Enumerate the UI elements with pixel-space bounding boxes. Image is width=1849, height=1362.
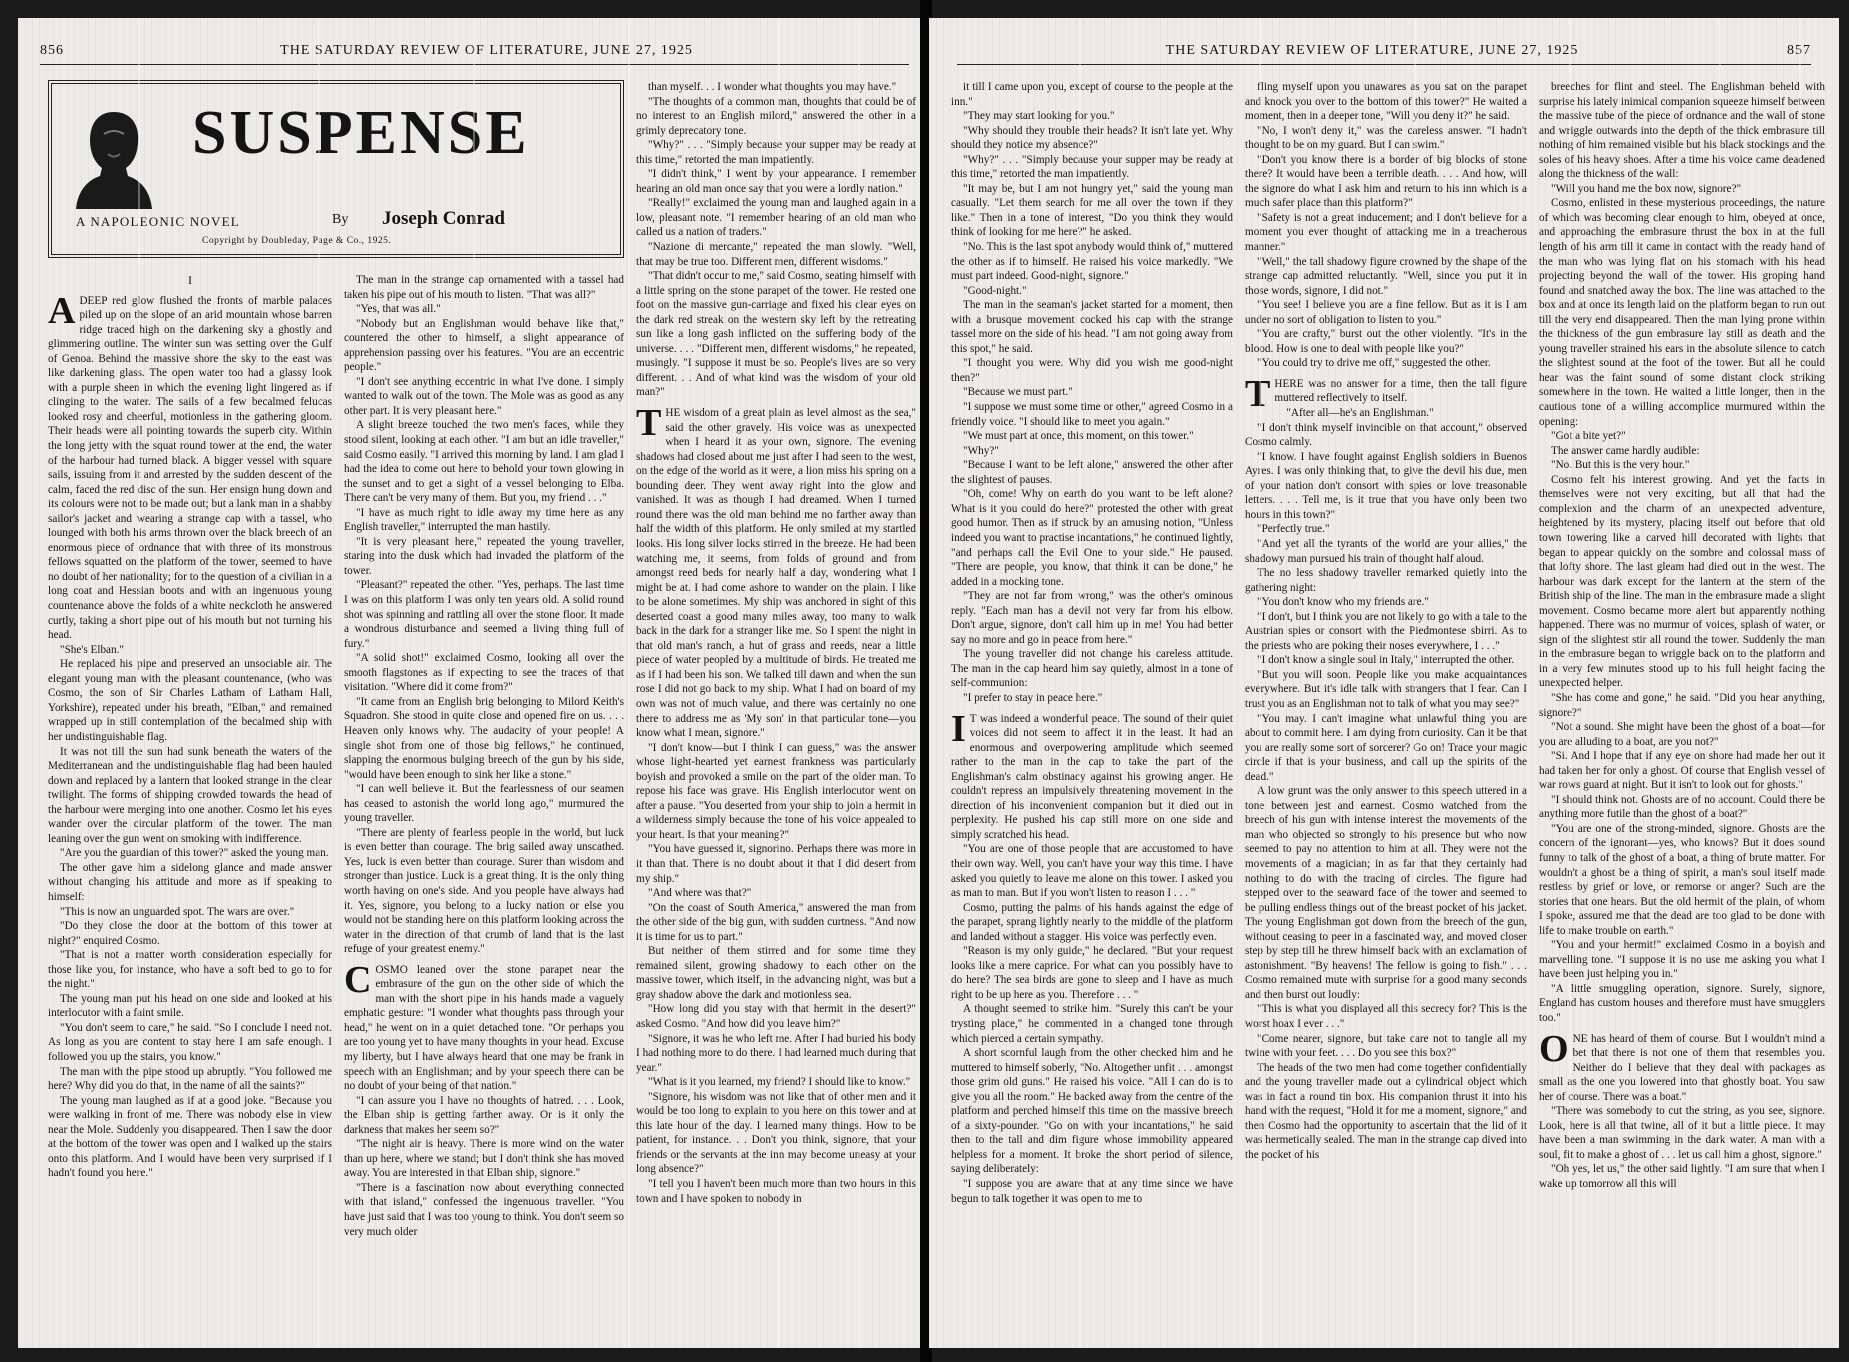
drop-cap: A — [48, 289, 76, 332]
paragraph: A low grunt was the only answer to this speech uttered in a tone between jest and earnest. Cosmo watched from the breech of his gun with intense interest the movements of the man who objected so strongly to his presence but who now seemed to pay no attention to him at all. They were not the movements of a magician; in as far that they certainly had nothing to do with the tracing of circles. The figure had stepped over to the seaward face of the tower and seemed to be pulling endless things out of the breast pocket of his jacket. The young Englishman got down from the breech of the gun, without ceasing to peer in a fascinated way, and moved closer step by step till he threw himself back with an exclamation of astonishment. "By heavens! The fellow is going to fish." . . . Cosmo remained mute with surprise for a good many seconds and then burst out loudly: — [1245, 785, 1527, 1001]
paragraph: "I suppose we must some time or other," agreed Cosmo in a friendly voice. "I should like to meet you again." — [951, 401, 1233, 428]
paragraph: "I don't know a single soul in Italy," interrupted the other. — [1257, 654, 1515, 667]
paragraph: "And yet all the tyrants of the world are your allies," the shadowy man pursued his train of thought half aloud. — [1245, 537, 1527, 565]
paragraph: But neither of them stirred and for some time they remained silent, growing shadowy to each other on the massive tower, which itself, in the advancing night, was but a gray shadow above the dark and motionless sea. — [636, 945, 916, 1001]
paragraph: "Come nearer, signore, but take care not to tangle all my twine with your feet. . . . Do you see this box?" — [1245, 1032, 1527, 1060]
scan-streak — [1414, 18, 1416, 1348]
scan-streak — [1799, 18, 1801, 1348]
paragraph: The answer came hardly audible: — [1551, 444, 1700, 457]
paragraph: "Pleasant?" repeated the other. "Yes, perhaps. The last time I was on this platform I was only ten years old. A solid round shot was spinning and rattling all over the stone floor. It made a wondrous disturbance and seemed a living thing full of fury." — [344, 579, 624, 650]
paragraph: "I can well believe it. But the fearlessness of our seamen has ceased to astonish the world long ago," murmured the young traveller. — [344, 783, 624, 825]
paragraph: The no less shadowy traveller remarked quietly into the gathering night: — [1245, 567, 1527, 594]
drop-cap: C — [344, 958, 372, 1001]
paragraph: "You are one of those people that are accustomed to have their own way. Well, you can't have your way this time. I have asked you quietly to leave me alone on this tower. I asked you as man to man. But if you won't listen to reason I . . . " — [951, 843, 1233, 900]
paragraph: The young traveller did not change his careless attitude. The man in the cap heard him say quietly, almost in a tone of self-communion: — [951, 648, 1233, 690]
left-col1-text — [48, 289, 332, 1181]
story-subtitle: A NAPOLEONIC NOVEL — [76, 214, 240, 229]
paragraph: "You don't know who my friends are." — [1257, 596, 1429, 609]
paragraph: "I don't think myself invincible on that account," observed Cosmo calmly. — [1245, 421, 1527, 449]
paragraph: "Not a sound. She might have been the ghost of a boat—for you are alluding to a boat, are you not?" — [1539, 721, 1825, 748]
paragraph: The young man put his head on one side and looked at his interlocutor with a faint smile. — [48, 992, 332, 1020]
paragraph: "And where was that?" — [648, 887, 752, 900]
paragraph: "There are plenty of fearless people in the world, but luck is even better than courage. The brig sailed away unscathed. Yes, luck is even better than courage. Surer than wisdom and stronger than justice. Luck is a great thing. It is the only thing worth having on one's side. And you people have always had it. Yes, signore, you belong to a lucky nation or else you would not be standing here on this platform looking across the water in the direction of that crumb of land that is the last refuge of your greatest enemy." — [344, 826, 624, 956]
right-page — [929, 18, 1839, 1348]
paragraph: "No, I won't deny it," was the careless answer. "I hadn't thought to be on my guard. But I can swim." — [1245, 124, 1527, 152]
paragraph: A DEEP red glow flushed the fronts of marble palaces piled up on the slope of an arid mountain whose barren ridge traced high on the darkening sky a ghostly and glimmering outline. The winter sun was setting over the Gulf of Genoa. Behind the massive shore the sky to the east was like darkening glass. The open water too had a glassy look with a purple sheen in which the evening light lingered as if clinging to the water. The sails of a few becalmed felucas looked rosy and cheerful, motionless in the gathering gloom. Their heads were all pointing towards the superb city. Within the long jetty with the squat round tower at the end, the water of the harbour had turned black. A bigger vessel with square sails, issuing from it and arrested by the sudden descent of the calm, faced the red disc of the sun. Her ensign hung down and its colours were not to be made out; but a lank man in a shabby sailor's jacket and wearing a strange cap with a tassel, who lounged with both his arms thrown over the black breech of an enormous piece of ordnance that with three of its monstrous fellows squatted on the platform of the tower, seemed to have no doubt of her nationality; for to the question of a civilian in a long coat and Hessian boots and with an ingenuous young countenance above the folds of a white neckcloth he answered curtly, taking a short pipe out of his mouth but not turning his head. — [48, 289, 332, 642]
paragraph: "What is it you learned, my friend? I should like to know." — [648, 1076, 911, 1089]
paragraph: "You see! I believe you are a fine fellow. But as it is I am under no sort of obligation to listen to you." — [1245, 299, 1527, 326]
paragraph: "The thoughts of a common man, thoughts that could be of no interest to an English milord," answered the other in a grimly deprecatory tone. — [636, 95, 916, 137]
right-col2-text — [1245, 80, 1527, 1162]
paragraph: "After all—he's an Englishman." — [1286, 407, 1434, 420]
paragraph: "She's Elban." — [60, 643, 124, 656]
story-title: SUSPENSE — [192, 99, 530, 167]
paragraph: "The night air is heavy. There is more wind on the water than up here, where we stand; but I don't think she has moved away. You are interested in that Elban ship, signore." — [344, 1138, 624, 1180]
paragraph: "You are one of the strong-minded, signore. Ghosts are the concern of the ignorant—yes, who knows? But it does sound funny to talk of the ghost of a boat, a thing of brute matter. For wouldn't a ghost be a thing of spirit, a man's soul itself made restless by grief or love, or remorse or anger? Such are the stories that one hears. But the old hermit of the plain, of whom I spoke, assured me that the dead are too glad to be done with life to make trouble on earth." — [1539, 822, 1825, 937]
paragraph: "Got a bite yet?" — [1551, 430, 1626, 443]
paragraph: The man in the seaman's jacket started for a moment, then with a brusque movement cocked his cap with the strange tassel more on the side of his head. "I am not going away from this spot," he said. — [951, 299, 1233, 355]
left-col3-text — [636, 80, 916, 1206]
left-column-2 — [344, 273, 624, 1340]
left-page — [18, 18, 923, 1348]
paragraph: "I thought you were. Why did you wish me good-night then?" — [951, 357, 1233, 384]
scan-streak — [778, 18, 780, 1348]
paragraph: "This is what you displayed all this secrecy for? This is the worst hoax I ever . . ." — [1245, 1003, 1527, 1030]
paragraph: "I know. I have fought against English soldiers in Buenos Ayres. I was only thinking that, to give the devil his due, men of your nation don't consort with spies or love treasonable letters. . . . Tell me, is it true that you have only been two hours in this town?" — [1245, 450, 1527, 521]
paragraph: "We must part at once, this moment, on this tower." — [963, 430, 1194, 443]
byline-author: Joseph Conrad — [382, 208, 505, 229]
paragraph: "It came from an English brig belonging to Milord Keith's Squadron. She stood in quite close and opened fire on us. . . . Heaven only knows why. The audacity of your people! A single shot from one of those big fellows," he continued, slapping the enormous bulging breech of the gun by his side, "would have been enough to sink her like a stone." — [344, 695, 624, 781]
paragraph: "There is a fascination now about everything connected with that island," confessed the ingenuous traveller. "You have just said that I was too young to think. You don't seem so very much older — [344, 1181, 624, 1238]
paragraph: "Do they close the door at the bottom of this tower at night?" enquired Cosmo. — [48, 920, 332, 947]
paragraph: "Will you hand me the box now, signore?" — [1551, 182, 1742, 195]
right-column-1 — [951, 80, 1233, 1340]
paragraph: it till I came upon you, except of course to the people at the inn." — [951, 81, 1233, 108]
byline-by: By — [332, 212, 349, 227]
paragraph: "You don't seem to care," he said. "So I conclude I need not. As long as you are content to stay here I am safe enough. I followed you up the stairs, you know." — [48, 1021, 332, 1063]
paragraph: THERE was no answer for a time, then the tall figure muttered reflectively to itself. — [1245, 372, 1527, 415]
paragraph: "Good-night." — [963, 284, 1027, 297]
paragraph: The heads of the two men had come together confidentially and the young traveller made out a cylindrical object which was in fact a round tin box. His companion thrust it into his hand with the request, "Hold it for me a moment, signore," and then Cosmo had the opportunity to ascertain that the lid of it was hermetically sealed. The man in the strange cap dived into the pocket of his — [1245, 1061, 1527, 1161]
paragraph: "I don't see anything eccentric in what I've done. I simply wanted to walk out of the town. The Mole was as good as any other part. It is very pleasant here." — [344, 375, 624, 417]
paragraph: "But you will soon. People like you make acquaintances everywhere. But it's idle talk with strangers that I fear. Can I trust you as an Englishman not to talk of what you may see?" — [1245, 668, 1527, 710]
paragraph: "It may be, but I am not hungry yet," said the young man casually. "Let them search for me all over the town if they like." Then in a tone of interest, "Do you think they would think of looking for me here?" he asked. — [951, 182, 1233, 239]
author-portrait-icon — [74, 104, 154, 209]
paragraph: "I suppose you are aware that at any time since we have begun to talk together it was open to me to — [951, 1178, 1233, 1205]
paragraph: "Because I want to be left alone," answered the other after the slightest of pauses. — [951, 459, 1233, 486]
right-column-2 — [1245, 80, 1527, 1340]
paragraph: breeches for flint and steel. The Englishman beheld with surprise his lately inimical companion squeeze himself between the massive tube of the piece of ordnance and the wall of stone and wriggle outwards into the depth of the thick embrasure till nothing of him remained visible but his black stockings and the soles of his heavy shoes. After a time his voice came deadened along the thickness of the wall: — [1539, 81, 1825, 181]
paragraph: A thought seemed to strike him. "Surely this can't be your trysting place," he commented in a changed tone through which pierced a certain sympathy. — [951, 1003, 1233, 1045]
running-head-right — [957, 38, 1811, 65]
drop-cap: T — [1245, 372, 1271, 415]
scan-streak — [628, 18, 630, 1348]
paragraph: Cosmo, putting the palms of his hands against the edge of the parapet, sprang lightly nearly to the middle of the platform and landed without a stagger. His voice was perfectly even. — [951, 901, 1233, 943]
right-col3-text — [1539, 80, 1825, 1192]
paragraph: "You and your hermit!" exclaimed Cosmo in a boyish and marvelling tone. "I suppose it is no use me asking you what I have been just helping you in." — [1539, 939, 1825, 981]
scan-streak — [1259, 18, 1261, 1348]
paragraph: "You may. I can't imagine what unlawful thing you are about to commit here. I am dying from curiosity. Can it be that you are really some sort of sorcerer? Go on! Trace your magic circle if that is your business, and call up the spirits of the dead." — [1245, 712, 1527, 783]
paragraph: "Why should they trouble their heads? It isn't late yet. Why should they notice my absence?" — [951, 124, 1233, 152]
paragraph: It was not till the sun had sunk beneath the waters of the Mediterranean and the undistinguishable flag had been hauled down and replaced by a lantern that looked strange in the clear twilight. The forms of shipping crowded towards the head of the harbour were merging into one another. Cosmo let his eyes wander over the circular platform of the tower. The man leaning over the gun went on smoking with indifference. — [48, 745, 332, 845]
paragraph: "I prefer to stay in peace here." — [963, 691, 1103, 704]
paragraph: ONE has heard of them of course. But I wouldn't mind a bet that there is not one of them that resembles you. Neither do I believe that they deal with packages as small as the one you lowered into that ghostly boat. You saw her of course. There was a boat." — [1539, 1027, 1825, 1103]
paragraph: fling myself upon you unawares as you sat on the parapet and knock you over to the bottom of this tower?" He waited a moment, then in a deeper tone, "Will you deny it?" he said. — [1245, 81, 1527, 123]
paragraph: A short scornful laugh from the other checked him and he muttered to himself soberly, "No. Altogether unfit . . . amongst those grim old guns." He raised his voice. "All I can do is to give you all the room." He backed away from the centre of the platform and perched himself this time on the massive breech of a sixty-pounder. "Go on with your incantations," he said then to the tall and dim figure whose immobility appeared helpless for a moment. It broke the short period of silence, saying deliberately: — [951, 1047, 1233, 1176]
paragraph: "Really!" exclaimed the young man and laughed again in a low, pleasant note. "I remember hearing of an old man who called us a nation of traders." — [636, 197, 916, 239]
paragraph: Cosmo, enlisted in these mysterious proceedings, the nature of which was becoming clear enough to him, obeyed at once, and approaching the embrasure thrust the box in at the full length of his arm till it came in contact with the ready hand of the man who was lying flat on his stomach with his head projecting beyond the wall of the tower. His groping hand found and snatched away the box. The line was attached to the box and at once its length laid on the platform began to run out till the very end disappeared. Then the man lying prone within the thickness of the gun embrasure lay still as death and the young traveller strained his ears in the absolute silence to catch the slightest sound at the foot of the tower. But all he could hear was the faint sound of some distant clock striking somewhere in the town. He waited a little longer, then in the cautious tone of a willing accomplice murmured within the opening: — [1539, 197, 1825, 428]
paragraph: "Are you the guardian of this tower?" asked the young man. — [60, 847, 329, 860]
paragraph: "They are not far from wrong," was the other's ominous reply. "Each man has a devil not very far from his elbow. Don't argue, signore, don't call him up in me! You had better say no more and go in peace from here." — [951, 590, 1233, 646]
drop-cap: O — [1539, 1027, 1569, 1070]
paragraph: "Safety is not a great inducement; and I don't believe for a moment you ever thought of attacking me in a treacherous manner." — [1245, 211, 1527, 254]
paragraph: "It is very pleasant here," repeated the young traveller, staring into the dusk which had invaded the platform of the tower. — [344, 535, 624, 577]
paragraph: "Oh, come! Why on earth do you want to be left alone? What is it you could do here?" protested the other with great good humor. Then as if struck by an amusing notion, "Unless indeed you want to practise incantations," he continued lightly, "and perhaps call the Evil One to your side." He paused. "There are people, you know, that think it can be done," he added in a mocking tone. — [951, 488, 1233, 588]
paragraph: "You have guessed it, signorino. Perhaps there was more in it than that. There is no doubt about it that I did desert from my ship." — [636, 843, 916, 885]
paragraph: "A little smuggling operation, signore. Surely, signore, England has custom houses and therefore must have smugglers too." — [1539, 982, 1825, 1024]
drop-cap: T — [636, 402, 662, 445]
paragraph: "A solid shot!" exclaimed Cosmo, looking all over the smooth flagstones as if expecting to see the traces of that visitation. "Where did it come from?" — [344, 652, 624, 694]
paragraph: "This is now an unguarded spot. The wars are over." — [60, 905, 295, 918]
paragraph: "I have as much right to idle away my time here as any English traveller," interrupted the man hastily. — [344, 506, 624, 534]
paragraph: "Nobody but an Englishman would behave like that," countered the other to himself, a slight appearance of apprehension passing over his features. "You are an eccentric people." — [344, 317, 624, 374]
paragraph: "I don't know—but I think I can guess," was the answer whose light-hearted yet earnest frankness was particularly boyish and provoked a smile on the part of the older man. To repose his face was grave. His English interlocutor went on after a pause. "You deserted from your ship to join a hermit in a wilderness simply because the tone of his voice appealed to your heart. Is that your meaning?" — [636, 741, 916, 841]
left-column-1 — [48, 273, 332, 1340]
paragraph: Cosmo felt his interest growing. And yet the facts in themselves were not very exciting, but all that had the complexion and the charm of an unexpected adventure, heightened by its mystery, placing itself out before that old town towering like a carved hill decorated with lights that began to appear quickly on the sombre and colossal mass of that lofty shore. The last gleam had died out in the west. The harbour was dark except for the lantern at the stern of the British ship of the line. The man in the embrasure made a slight movement. Cosmo became more alert but apparently nothing happened. There was no murmur of voices, splash of water, or sign of the slightest stir all round the tower. Suddenly the man in the embrasure began to wriggle back on to the platform and in a very few minutes stood up to his full height facing the unexpected helper. — [1539, 473, 1825, 690]
paragraph: "Signore, his wisdom was not like that of other men and it would be too long to explain to you here on this tower and at this late hour of the day. I learned many things. How to be patient, for instance. . . Don't you think, signore, that your friends or the servants at the inn may become uneasy at your long absence?" — [636, 1090, 916, 1176]
running-head-title-left: THE SATURDAY REVIEW OF LITERATURE, JUNE 27, 1925 — [280, 43, 693, 58]
paragraph: "Why?" — [963, 444, 999, 457]
paragraph: "Well," the tall shadowy figure crowned by the shape of the strange cap admitted reluctantly. "Well, since you put it in those words, signore, I did not." — [1245, 255, 1527, 297]
left-col2-text — [344, 273, 624, 1239]
paragraph: THE wisdom of a great plain as level almost as the sea," said the other gravely. His voice was as unexpected when I heard it as your own, signore. The evening shadows had closed about me just after I had seen to the west, on the edge of the world as it were, a lion miss his spring on a bounding deer. They went away right into the glow and vanished. It was as though I had dreamed. When I turned round there was the old man behind me no farther away than half the width of this platform. He only smiled at my startled looks. His long silver locks stirred in the breeze. He had been watching me, it seems, from folds of ground and from amongst reed beds for nearly half a day, wondering what I might be at. I had come ashore to wander on the plain. I like to be alone sometimes. My ship was anchored in sight of this deserted coast a good many miles away, too many to walk back in the dark for a stranger like me. So I spent the night in that old man's ranch, a hut of grass and reeds, near a little piece of water peopled by a multitude of birds. He treated me as if I had been his son. We talked till dawn and when the sun rose I did not go back to my ship. What I had on board of my own was not of much value, and there was certainly no one there to address me as 'My son' in that particular tone—you know what I mean, signore." — [636, 402, 916, 740]
copyright-notice: Copyright by Doubleday, Page & Co., 1925. — [202, 236, 392, 246]
paragraph: COSMO leaned over the stone parapet near the embrasure of the gun on the other side of which the man with the short pipe in his hands made a vaguely emphatic gesture: "I wonder what thoughts pass through your head," he went on in a quiet detached tone. "Or perhaps you are too young yet to have many thoughts in your head. Excuse my liberty, but I have always heard that one may be frank in speech with an Englishman; and by your speech there can be no doubt of your being of that nation." — [344, 958, 624, 1093]
chapter-number: I — [188, 273, 192, 287]
paragraph: "I didn't think," I went by your appearance. I remember hearing an old man once say that you were a lordly nation." — [636, 168, 916, 195]
paragraph: "How long did you stay with that hermit in the desert?" asked Cosmo. "And how did you leave him?" — [636, 1003, 916, 1030]
paragraph: "That didn't occur to me," said Cosmo, seating himself with a little spring on the stone parapet of the tower. He rested one foot on the massive gun-carriage and fixed his clear eyes on the dark red streak on the western sky left by the retreating sun like a long gash inflicted on the suffering body of the universe. . . . "Different men, different wisdoms," he repeated, musingly. "I suppose it must be so. People's lives are so very different. . . And of what kind was the wisdom of your old man?" — [636, 270, 916, 399]
left-column-3 — [636, 80, 916, 1340]
scan-streak — [473, 18, 475, 1348]
paragraph: The young man laughed as if at a good joke. "Because you were walking in front of me. There was nobody else in view near the Mole. Suddenly you disappeared. Then I saw the door at the bottom of the tower was open and I walked up the stairs onto this platform. And I would have been very surprised if I hadn't found you here." — [48, 1094, 332, 1180]
paragraph: "Perfectly true." — [1257, 523, 1330, 536]
scan-streak — [858, 18, 860, 1348]
right-col1-text — [951, 80, 1233, 1206]
paragraph: "You are crafty," burst out the other violently. "It's in the blood. How is one to deal with people like you?" — [1245, 328, 1527, 355]
paragraph: "Signore, it was he who left me. After I had buried his body I had nothing more to do there. I had learned much during that year." — [636, 1032, 916, 1074]
paragraph: than myself. . . I wonder what thoughts you may have." — [648, 81, 897, 93]
paragraph: The other gave him a sidelong glance and made answer without changing his attitude and more as if speaking to himself: — [48, 861, 332, 903]
page-number-left: 856 — [40, 43, 64, 58]
paragraph: "You could try to drive me off," suggested the other. — [1257, 357, 1491, 370]
scan-streak — [138, 18, 140, 1348]
title-box — [48, 80, 624, 258]
paragraph: "That is not a matter worth consideration especially for those like you, for instance, who have a soft bed to go to for the night." — [48, 949, 332, 991]
paragraph: "She has come and gone," he said. "Did you hear anything, signore?" — [1539, 691, 1825, 719]
paragraph: "I should think not. Ghosts are of no account. Could there be anything more futile than the ghost of a boat?" — [1539, 793, 1825, 821]
paragraph: The man in the strange cap ornamented with a tassel had taken his pipe out of his mouth to listen. "That was all?" — [344, 274, 624, 301]
paragraph: "I can assure you I have no thoughts of hatred. . . . Look, the Elban ship is getting farther away. Or is it only the darkness that makes her seem so?" — [344, 1094, 624, 1136]
paragraph: "On the coast of South America," answered the man from the other side of the big gun, with sudden curtness. "And now it is time for us to part." — [636, 901, 916, 943]
paragraph: "Yes, that was all." — [356, 303, 441, 316]
paragraph: "I tell you I haven't been much more than two hours in this town and I have spoken to nobody in — [636, 1178, 916, 1205]
drop-cap: I — [951, 707, 966, 750]
paragraph: "Nazione di mercante," repeated the man slowly. "Well, that may be true too. Different men, different wisdoms." — [636, 241, 916, 268]
paragraph: "No. This is the last spot anybody would think of," muttered the other as if to himself. He raised his voice markedly. "We must part indeed. Good-night, signore." — [951, 241, 1233, 283]
scan-streak — [1719, 18, 1721, 1348]
paragraph: A slight breeze touched the two men's faces, while they stood silent, looking at each other. "I am but an idle traveller," said Cosmo easily. "I arrived this morning by land. I am glad I had the idea to come out here to behold your town glowing in the sunset and to get a sight of a vessel belonging to Elba. There can't be very many of them. But you, my friend . . ." — [344, 419, 624, 505]
paragraph: "Why?" . . . "Simply because your supper may be ready at this time," retorted the man impatiently. — [636, 139, 916, 166]
scan-streak — [1569, 18, 1571, 1348]
page-number-right: 857 — [1787, 43, 1811, 58]
right-column-3 — [1539, 80, 1825, 1340]
paragraph: "Oh yes, let us," the other said lightly. "I am sure that when I wake up tomorrow all this will — [1539, 1163, 1825, 1191]
paragraph: "Why?" . . . "Simply because your supper may be ready at this time," retorted the man impatiently. — [951, 153, 1233, 181]
paragraph: I T was indeed a wonderful peace. The sound of their quiet voices did not seem to affect it in the least. It had an enormous and overpowering amplitude which seemed rather to the man in the cap to take the part of the Englishman's calm obstinacy against his growing anger. He couldn't repress an impulsively threatening movement in the direction of his inconvenient companion but it died out in perplexity. He pushed his cap still more on one side and simply scratched his head. — [951, 707, 1233, 841]
paragraph: "Si. And I hope that if any eye on shore had made her out it had taken her for only a ghost. Of course that English vessel of war rows guard at night. But it isn't to look out for ghosts." — [1539, 750, 1825, 792]
scan-streak — [1079, 18, 1081, 1348]
paragraph: "Reason is my only guide," he declared. "But your request looks like a mere caprice. For what can you possibly have to do here? The sea birds are gone to sleep and I have as much right to be up here as you. Therefore . . . " — [951, 945, 1233, 1001]
paragraph: He replaced his pipe and preserved an unsociable air. The elegant young man with the pleasant countenance, (who was Cosmo, the son of Sir Charles Latham of Latham Hall, Yorkshire), repeated under his breath, "Elban," and remained wrapped up in still contemplation of the becalmed ship with her undistinguishable flag. — [48, 658, 332, 743]
paragraph: "No. But this is the very hour." — [1551, 459, 1690, 472]
paragraph: The man with the pipe stood up abruptly. "You followed me here? Why did you do that, in the name of all the saints?" — [48, 1065, 332, 1093]
paragraph: "They may start looking for you." — [963, 110, 1115, 123]
running-head-title-right: THE SATURDAY REVIEW OF LITERATURE, JUNE 27, 1925 — [1165, 43, 1579, 58]
scan-streak — [318, 18, 320, 1348]
paragraph: "There was somebody to cut the string, as you see, signore. Look, here is all that twine, all of it but a little piece. It may have been a man swimming in the dark water. A man with a soul, fit to make a ghost of . . . let us call him a ghost, signore." — [1539, 1105, 1825, 1161]
paragraph: "Because we must part." — [963, 386, 1073, 399]
paragraph: "Don't you know there is a border of big blocks of stone there? It would have been a terrible death. . . . And how, will the signore do what I ask him and return to his inn which is a much safer place than this platform?" — [1245, 153, 1527, 210]
paragraph: "I don't, but I think you are not likely to go with a tale to the Austrian spies or consort with the Piedmontese sbirri. As to the priests who are poking their noses everywhere, I . . ." — [1245, 610, 1527, 652]
